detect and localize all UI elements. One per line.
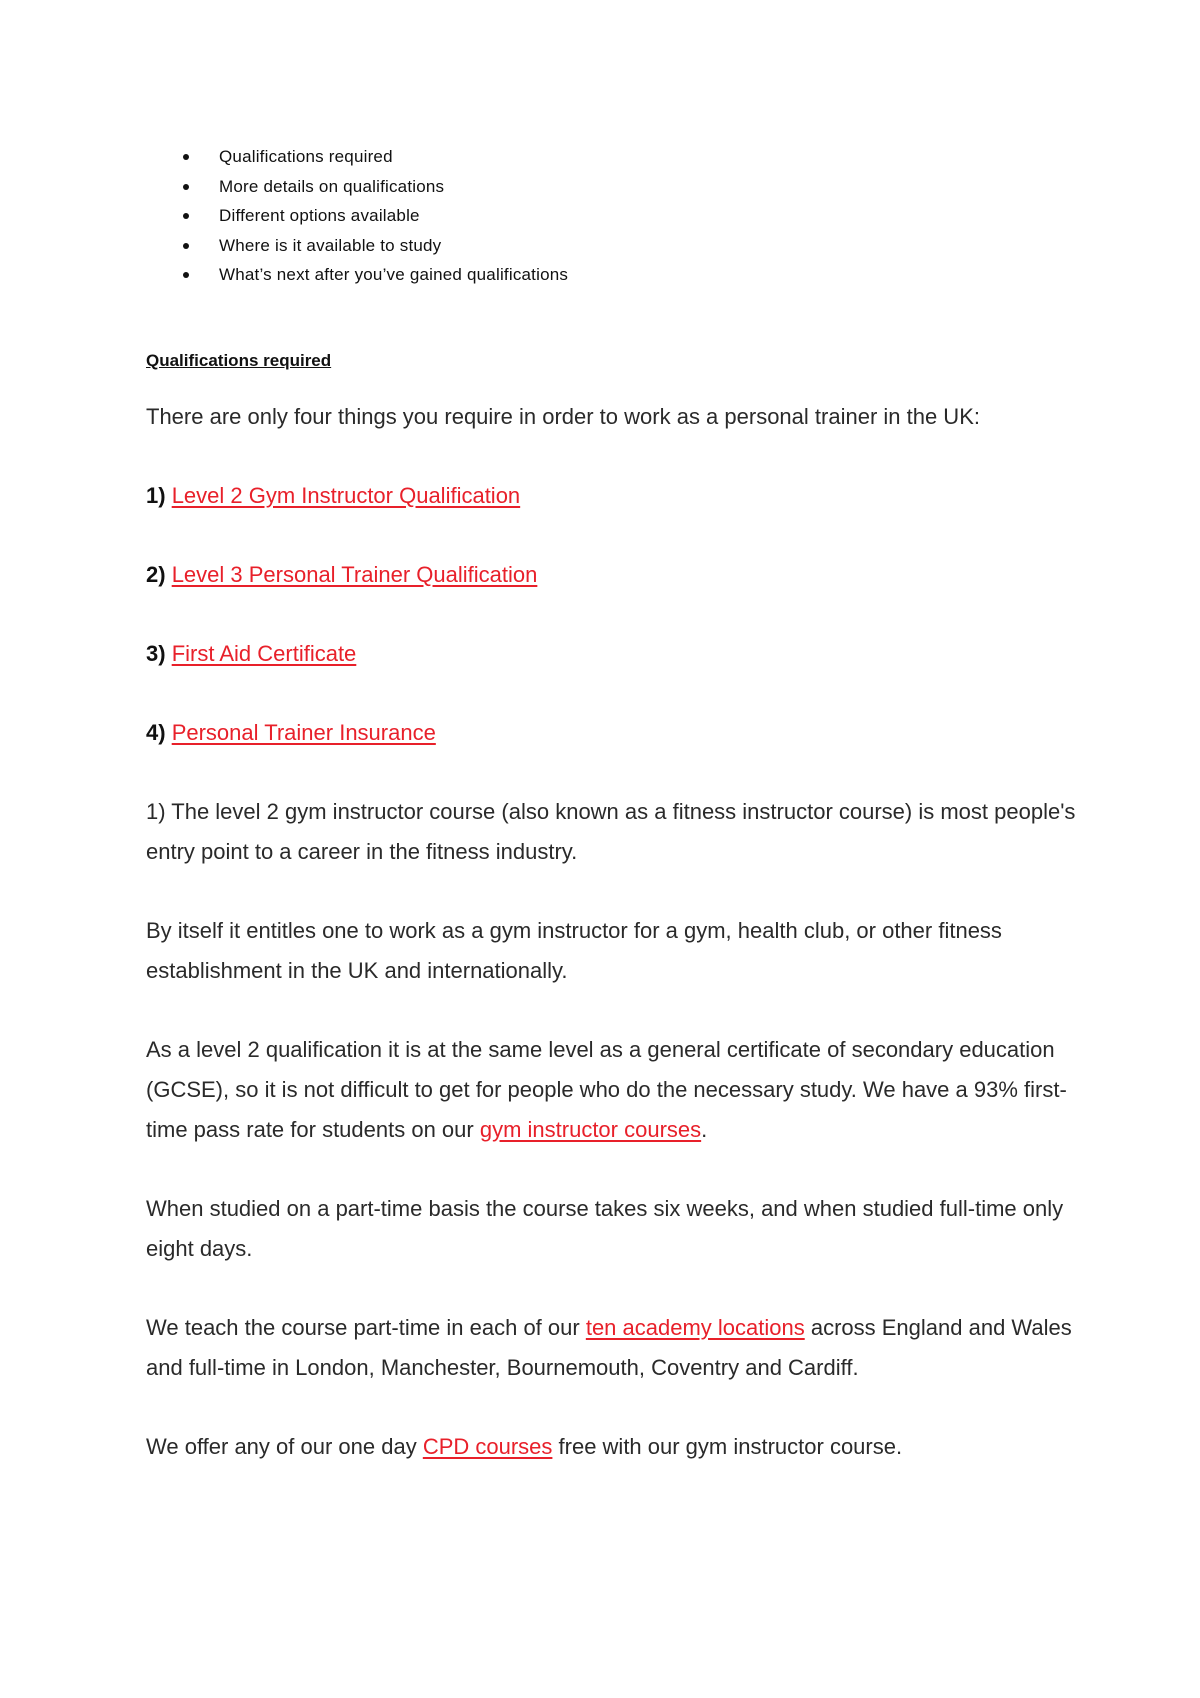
paragraph-duration: When studied on a part-time basis the course takes six weeks, and when studied full-time only eight days. — [146, 1195, 1064, 1261]
paragraph-gcse-level — [146, 1030, 1076, 1150]
ten-academy-locations-link[interactable]: ten academy locations — [585, 1314, 805, 1340]
requirement-number: 2) — [146, 561, 166, 587]
bullet-item — [146, 260, 1076, 290]
paragraph-text: We teach the course part-time in each of our — [146, 1314, 586, 1340]
bullet-text: Different options available — [219, 206, 420, 225]
requirement-item-4 — [146, 713, 1076, 753]
requirement-item-3 — [146, 634, 1076, 674]
gym-instructor-courses-link[interactable]: gym instructor courses — [479, 1116, 702, 1142]
contents-bullet-list — [146, 142, 1076, 290]
requirement-number: 3) — [146, 640, 166, 666]
requirement-item-1 — [146, 476, 1076, 516]
intro-paragraph: There are only four things you require in order to work as a personal trainer in the UK: — [146, 403, 980, 429]
personal-trainer-insurance-link[interactable]: Personal Trainer Insurance — [171, 719, 436, 745]
bullet-dot-icon — [183, 243, 189, 249]
bullet-item — [146, 172, 1076, 202]
paragraph-locations — [146, 1308, 1076, 1388]
bullet-dot-icon — [183, 154, 189, 160]
paragraph-entry-point: 1) The level 2 gym instructor course (also known as a fitness instructor course) is most people's entry point to a career in the fitness industry. — [146, 798, 1076, 864]
paragraph-text-end: . — [701, 1116, 708, 1142]
paragraph-entitlement: By itself it entitles one to work as a gym instructor for a gym, health club, or other fitness establishment in the UK and internationally. — [146, 917, 1002, 983]
paragraph-text-end: across England and Wales and full-time in London, Manchester, Bournemouth, Coventry and Cardiff. — [146, 1314, 1072, 1380]
bullet-text: More details on qualifications — [219, 176, 445, 196]
bullet-text: What’s next after you’ve gained qualifications — [219, 265, 569, 284]
document-content — [146, 142, 1076, 1467]
paragraph-cpd-offer — [146, 1427, 1076, 1467]
requirement-number: 4) — [146, 719, 166, 745]
paragraph-text: We offer any of our one day — [146, 1433, 423, 1459]
bullet-item — [146, 231, 1076, 261]
bullet-item — [146, 142, 1076, 172]
level-2-gym-instructor-link[interactable]: Level 2 Gym Instructor Qualification — [171, 482, 521, 508]
paragraph-text-end: free with our gym instructor course. — [552, 1433, 903, 1459]
first-aid-certificate-link[interactable]: First Aid Certificate — [171, 640, 357, 666]
bullet-dot-icon — [183, 272, 189, 278]
bullet-text: Where is it available to study — [219, 235, 442, 255]
section-heading: Qualifications required — [146, 350, 332, 370]
bullet-item — [146, 201, 1076, 231]
paragraph-text: As a level 2 qualification it is at the same level as a general certificate of secondary education (GCSE), so it is not difficult to get for people who do the necessary study. We have a 93% first-time pass rate for students on our — [146, 1036, 1067, 1142]
bullet-text: Qualifications required — [219, 147, 393, 166]
requirement-number: 1) — [146, 482, 166, 508]
bullet-dot-icon — [183, 184, 189, 190]
requirement-item-2 — [146, 555, 1076, 595]
bullet-dot-icon — [183, 213, 189, 219]
cpd-courses-link[interactable]: CPD courses — [422, 1433, 553, 1459]
level-3-personal-trainer-link[interactable]: Level 3 Personal Trainer Qualification — [171, 561, 538, 587]
